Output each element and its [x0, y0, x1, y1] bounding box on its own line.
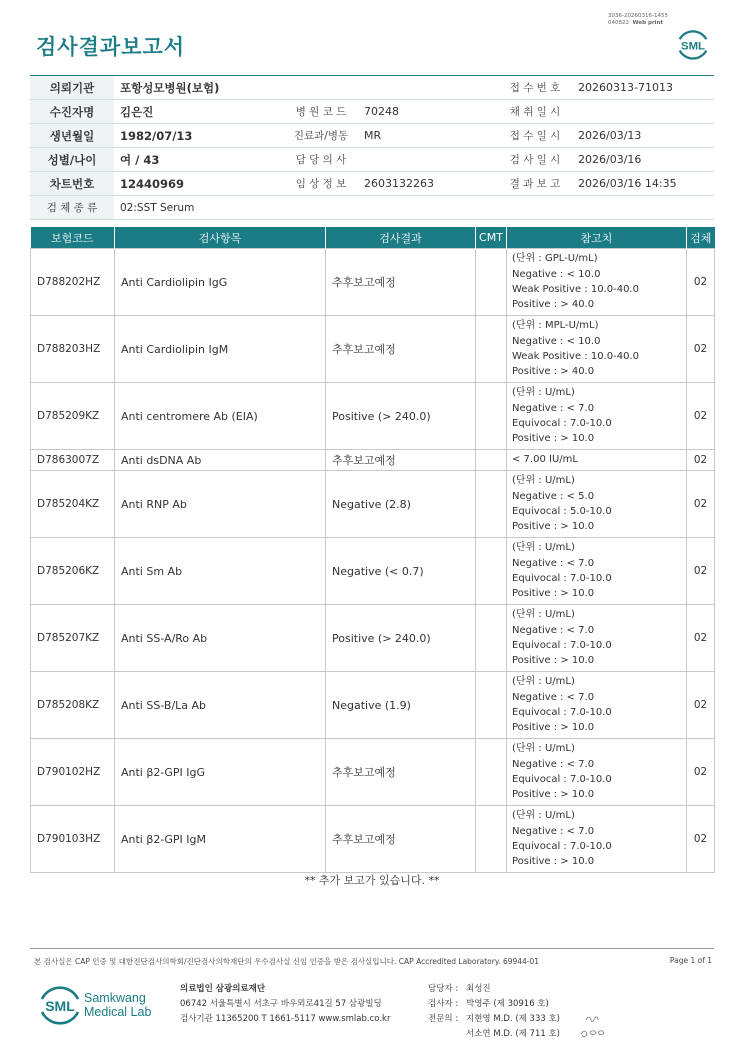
info-value-clinical-info: 2603132263: [358, 172, 498, 196]
reference-line: Weak Positive : 10.0-40.0: [512, 351, 639, 362]
insurance-code-cell: D790103HZ: [31, 806, 115, 873]
table-row: [31, 450, 715, 471]
info-label: 수진자명: [30, 100, 114, 124]
reference-cell: [507, 538, 687, 605]
reference-line: (단위 : GPL-U/mL): [512, 253, 598, 265]
test-item-cell: Anti centromere Ab (EIA): [115, 383, 326, 450]
cmt-cell: [476, 471, 507, 538]
specimen-cell: 02: [687, 383, 715, 450]
table-row: [31, 672, 715, 739]
info-value-report-date: 2026/03/16 14:35: [572, 172, 714, 196]
col-header-result: 검사결과: [326, 227, 476, 249]
info-label: 의뢰기관: [30, 76, 114, 100]
insurance-code-cell: D790102HZ: [31, 739, 115, 806]
insurance-code-cell: D785206KZ: [31, 538, 115, 605]
reference-line: Negative : < 7.0: [512, 691, 595, 703]
info-value-birthdate: 1982/07/13: [114, 124, 284, 148]
specimen-cell: 02: [687, 605, 715, 672]
col-header-specimen: 검체: [687, 227, 715, 249]
insurance-code-cell: D788203HZ: [31, 316, 115, 383]
insurance-code-cell: D785207KZ: [31, 605, 115, 672]
info-label: 검 사 일 시: [498, 148, 572, 172]
result-cell: 추후보고예정: [326, 450, 476, 471]
insurance-code-cell: D785208KZ: [31, 672, 115, 739]
brand-line2: Medical Lab: [84, 1005, 152, 1019]
info-value-physician: [358, 148, 498, 172]
insurance-code-cell: D785209KZ: [31, 383, 115, 450]
col-header-test-item: 검사항목: [115, 227, 326, 249]
cmt-cell: [476, 316, 507, 383]
patient-info-table: [30, 75, 714, 220]
staff-info: [428, 982, 560, 1042]
reference-line: Positive : > 10.0: [512, 722, 595, 734]
result-cell: 추후보고예정: [326, 249, 476, 316]
page-number: Page 1 of 1: [669, 956, 712, 965]
reference-line: Negative : < 7.0: [512, 825, 595, 837]
info-row: [30, 100, 714, 124]
test-item-cell: Anti Cardiolipin IgG: [115, 249, 326, 316]
col-header-reference: 참고치: [507, 227, 687, 249]
staff-row: [428, 982, 560, 997]
info-value-department: MR: [358, 124, 498, 148]
result-cell: 추후보고예정: [326, 806, 476, 873]
cmt-cell: [476, 383, 507, 450]
print-id-code: 040822: [608, 20, 630, 26]
insurance-code-cell: D788202HZ: [31, 249, 115, 316]
sml-logo-icon: [674, 24, 712, 62]
org-contact: 검사기관 11365200 T 1661-5117 www.smlab.co.kr: [180, 1014, 391, 1024]
info-value-specimen-type: 02:SST Serum: [114, 196, 714, 220]
info-value-received-date: 2026/03/13: [572, 124, 714, 148]
info-label: 접 수 번 호: [498, 76, 572, 100]
reference-line: Positive : > 10.0: [512, 655, 595, 667]
test-item-cell: Anti Cardiolipin IgM: [115, 316, 326, 383]
results-header-row: [31, 227, 715, 249]
print-id: [608, 13, 668, 27]
info-label: 생년월일: [30, 124, 114, 148]
footer-divider: [30, 948, 714, 949]
reference-line: Equivocal : 5.0-10.0: [512, 506, 612, 517]
col-header-cmt: CMT: [476, 227, 507, 249]
test-item-cell: Anti SS-A/Ro Ab: [115, 605, 326, 672]
signature-icon: [578, 1010, 612, 1044]
info-value-patient-name: 김은진: [114, 100, 284, 124]
info-value-institution: 포항성모병원(보험): [114, 76, 498, 100]
reference-cell: [507, 672, 687, 739]
test-item-cell: Anti RNP Ab: [115, 471, 326, 538]
page-title: 검사결과보고서: [36, 35, 186, 59]
specimen-cell: 02: [687, 471, 715, 538]
staff-row: [428, 1012, 560, 1027]
reference-line: Negative : < 7.0: [512, 624, 595, 636]
table-row: [31, 605, 715, 672]
reference-cell: [507, 316, 687, 383]
print-label: Web print: [632, 20, 664, 26]
table-row: [31, 316, 715, 383]
info-value-test-date: 2026/03/16: [572, 148, 714, 172]
result-cell: Negative (< 0.7): [326, 538, 476, 605]
reference-cell: [507, 471, 687, 538]
result-cell: Positive (> 240.0): [326, 605, 476, 672]
test-item-cell: Anti dsDNA Ab: [115, 450, 326, 471]
staff-role: 검사자 :: [428, 999, 459, 1009]
reference-line: (단위 : U/mL): [512, 743, 575, 755]
cmt-cell: [476, 739, 507, 806]
reference-line: (단위 : U/mL): [512, 810, 575, 822]
info-value-hospital-code: 70248: [358, 100, 498, 124]
reference-cell: [507, 450, 687, 471]
specimen-cell: 02: [687, 806, 715, 873]
test-item-cell: Anti β2-GPI IgM: [115, 806, 326, 873]
print-id-line1: 3036-20260316-1455: [608, 13, 668, 19]
insurance-code-cell: D785204KZ: [31, 471, 115, 538]
table-row: [31, 249, 715, 316]
sml-logo-text: SML: [680, 40, 706, 53]
reference-line: Positive : > 10.0: [512, 433, 595, 445]
reference-line: Negative : < 7.0: [512, 557, 595, 569]
samkwang-logo: [38, 982, 168, 1032]
results-table: [30, 227, 715, 873]
reference-line: Positive : > 10.0: [512, 521, 595, 533]
reference-line: Negative : < 7.0: [512, 402, 595, 414]
result-cell: Negative (1.9): [326, 672, 476, 739]
info-row: [30, 76, 714, 100]
info-row: [30, 124, 714, 148]
reference-line: Equivocal : 7.0-10.0: [512, 640, 612, 651]
staff-row: [428, 1027, 560, 1042]
test-item-cell: Anti SS-B/La Ab: [115, 672, 326, 739]
reference-cell: [507, 605, 687, 672]
reference-cell: [507, 249, 687, 316]
specimen-cell: 02: [687, 249, 715, 316]
print-id-line2: [608, 20, 668, 27]
reference-cell: [507, 806, 687, 873]
table-row: [31, 806, 715, 873]
table-row: [31, 471, 715, 538]
info-label: 임 상 정 보: [284, 172, 358, 196]
reference-line: Negative : < 5.0: [512, 490, 595, 502]
reference-line: (단위 : U/mL): [512, 475, 575, 487]
sml-logo-text: SML: [45, 998, 75, 1014]
reference-line: Negative : < 10.0: [512, 268, 601, 280]
table-row: [31, 538, 715, 605]
insurance-code-cell: D7863007Z: [31, 450, 115, 471]
reference-line: Positive : > 10.0: [512, 588, 595, 600]
reference-cell: [507, 383, 687, 450]
cmt-cell: [476, 605, 507, 672]
info-label: 성별/나이: [30, 148, 114, 172]
reference-line: Positive : > 40.0: [512, 366, 595, 378]
cmt-cell: [476, 249, 507, 316]
table-row: [31, 383, 715, 450]
organization-info: [180, 982, 390, 1027]
specimen-cell: 02: [687, 672, 715, 739]
result-cell: Positive (> 240.0): [326, 383, 476, 450]
reference-line: Weak Positive : 10.0-40.0: [512, 284, 639, 295]
info-label: 진료과/병동: [284, 124, 358, 148]
staff-name: 서소연 M.D. (제 711 호): [466, 1029, 561, 1039]
info-label: 검 체 종 류: [30, 196, 114, 220]
cmt-cell: [476, 806, 507, 873]
result-cell: Negative (2.8): [326, 471, 476, 538]
info-label: 채 취 일 시: [498, 100, 572, 124]
table-row: [31, 739, 715, 806]
reference-line: (단위 : U/mL): [512, 387, 575, 399]
info-row: [30, 148, 714, 172]
specimen-cell: 02: [687, 739, 715, 806]
staff-name: 최성진: [466, 984, 491, 994]
sml-logo-icon: [38, 982, 168, 1028]
specimen-cell: 02: [687, 538, 715, 605]
reference-line: Positive : > 10.0: [512, 789, 595, 801]
result-cell: 추후보고예정: [326, 316, 476, 383]
reference-line: < 7.00 IU/mL: [512, 454, 578, 466]
reference-line: (단위 : U/mL): [512, 542, 575, 554]
info-row: [30, 196, 714, 220]
certification-note: 본 검사실은 CAP 인증 및 대한진단검사의학회/진단검사의학재단의 우수검사실 신임 인증을 받은 검사실입니다. CAP Accredited Laboratory. 69944-01: [34, 957, 540, 966]
col-header-insurance-code: 보험코드: [31, 227, 115, 249]
org-name: 의료법인 삼광의료재단: [180, 984, 266, 994]
cmt-cell: [476, 538, 507, 605]
info-label: 병 원 코 드: [284, 100, 358, 124]
org-address: 06742 서울특별시 서초구 바우뫼로41길 57 삼광빌딩: [180, 999, 382, 1009]
result-cell: 추후보고예정: [326, 739, 476, 806]
info-value-collection-date: [572, 100, 714, 124]
reference-line: Equivocal : 7.0-10.0: [512, 573, 612, 584]
specimen-cell: 02: [687, 316, 715, 383]
reference-line: Equivocal : 7.0-10.0: [512, 707, 612, 718]
info-value-chart-number: 12440969: [114, 172, 284, 196]
reference-line: Equivocal : 7.0-10.0: [512, 418, 612, 429]
info-value-sex-age: 여 / 43: [114, 148, 284, 172]
info-row: [30, 172, 714, 196]
reference-line: (단위 : U/mL): [512, 676, 575, 688]
cmt-cell: [476, 450, 507, 471]
reference-line: Equivocal : 7.0-10.0: [512, 841, 612, 852]
info-label: 결 과 보 고: [498, 172, 572, 196]
staff-role: 전문의 :: [428, 1014, 459, 1024]
test-item-cell: Anti Sm Ab: [115, 538, 326, 605]
reference-line: Positive : > 40.0: [512, 299, 595, 311]
info-label: 접 수 일 시: [498, 124, 572, 148]
test-item-cell: Anti β2-GPI IgG: [115, 739, 326, 806]
brand-line1: Samkwang: [84, 991, 146, 1005]
staff-name: 박영주 (제 30916 호): [466, 999, 549, 1009]
staff-role: 담당자 :: [428, 984, 459, 994]
cmt-cell: [476, 672, 507, 739]
info-value-accession: 20260313-71013: [572, 76, 714, 100]
specimen-cell: 02: [687, 450, 715, 471]
info-label: 차트번호: [30, 172, 114, 196]
reference-line: Negative : < 7.0: [512, 758, 595, 770]
reference-line: (단위 : MPL-U/mL): [512, 320, 599, 332]
reference-line: Equivocal : 7.0-10.0: [512, 774, 612, 785]
info-label: 담 당 의 사: [284, 148, 358, 172]
reference-cell: [507, 739, 687, 806]
staff-row: [428, 997, 560, 1012]
staff-name: 지현영 M.D. (제 333 호): [466, 1014, 561, 1024]
reference-line: (단위 : U/mL): [512, 609, 575, 621]
reference-line: Negative : < 10.0: [512, 335, 601, 347]
additional-report-note: ** 추가 보고가 있습니다. **: [304, 874, 440, 887]
reference-line: Positive : > 10.0: [512, 856, 595, 868]
